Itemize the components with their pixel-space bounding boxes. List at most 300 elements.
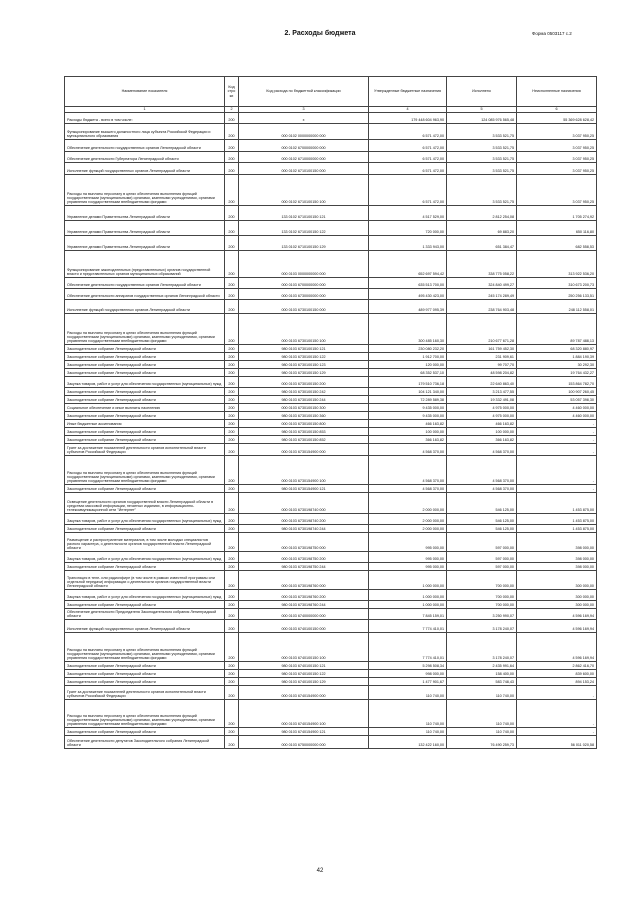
table-row [65,589,597,600]
column-number: 3 [239,107,369,113]
row-unexecuted: 650 116,80 [517,220,597,235]
row-code: 200 [225,277,239,288]
table-row [65,162,597,174]
row-name: Грант за достижение показателей деятельности органов исполнительной власти субъектов Российской Федерации [65,443,225,455]
row-approved: 7 774 410,01 [369,632,447,661]
row-executed: 48 598 204,82 [447,368,517,376]
row-unexecuted: 3 037 950,25 [517,174,597,205]
row-approved: 6 571 472,00 [369,162,447,174]
column-number: 6 [517,107,597,113]
table-row [65,513,597,524]
row-kbk: 980 0103 6740100150 129 [239,677,369,685]
row-executed: 245 174 289,49 [447,288,517,299]
row-code: 200 [225,685,239,699]
row-unexecuted: - [517,685,597,699]
row-approved: 4 517 529,00 [369,205,447,220]
row-name: Управление делами Правительства Ленинградской области [65,205,225,220]
row-name: Обеспечение деятельности государственных органов Ленинградской области [65,139,225,151]
row-approved: 7 845 159,01 [369,608,447,619]
row-executed: 3 213 477,55 [447,387,517,395]
column-number: 1 [65,107,225,113]
row-unexecuted: 313 922 536,20 [517,250,597,277]
row-unexecuted: 300 000,00 [517,589,597,600]
row-approved: 300 485 160,30 [369,313,447,344]
row-approved: 2 000 000,00 [369,492,447,513]
row-code: 200 [225,513,239,524]
row-unexecuted: 1 453 875,00 [517,513,597,524]
row-code: 200 [225,411,239,419]
table-row [65,435,597,443]
row-name: Иные бюджетные ассигнования [65,419,225,427]
header-approved: Утвержденные бюджетные назначения [369,77,447,107]
table-row [65,235,597,250]
table-row [65,600,597,608]
row-approved: 9 435 000,00 [369,403,447,411]
table-row [65,492,597,513]
row-kbk: 980 0103 6730100150 121 [239,344,369,352]
page-number: 42 [316,868,324,874]
row-unexecuted: 1 705 274,92 [517,205,597,220]
table-row [65,619,597,632]
row-approved: 1 912 700,00 [369,352,447,360]
row-code: 200 [225,619,239,632]
row-code: 200 [225,600,239,608]
row-code: 200 [225,661,239,669]
table-row [65,427,597,435]
row-kbk: 980 0103 6740100150 122 [239,669,369,677]
row-executed: 4 975 000,00 [447,411,517,419]
column-number: 4 [369,107,447,113]
row-approved: 132 422 160,00 [369,735,447,748]
row-name: Расходы на выплаты персоналу в целях обеспечения выполнения функций государственными (муниципальными) органами, казенными учреждениями, органами управления государственными внебюджетными фондами [65,174,225,205]
row-executed: 2 812 254,08 [447,205,517,220]
row-kbk: 000 0102 6710100150 100 [239,174,369,205]
row-code: 200 [225,427,239,435]
table-row [65,570,597,589]
row-name: Обеспечение деятельности государственных органов Ленинградской области [65,277,225,288]
row-unexecuted: 53 057 398,30 [517,395,597,403]
row-executed: 3 250 990,07 [447,608,517,619]
row-name: Расходы бюджета - всего в том числе: [65,112,225,123]
row-executed: 231 909,61 [447,352,517,360]
row-code: 200 [225,589,239,600]
row-kbk: 980 0103 6730198750 244 [239,562,369,570]
row-executed: 161 759 452,30 [447,344,517,352]
row-name: Функционирование высшего должностного лица субъекта Российской Федерации и муниципального образования [65,123,225,139]
header-code: Код строки [225,77,239,107]
row-unexecuted: 1 453 875,00 [517,524,597,532]
row-executed: 700 000,00 [447,600,517,608]
row-unexecuted: 248 112 558,01 [517,299,597,313]
row-kbk: 133 0102 6710100150 122 [239,220,369,235]
table-row [65,220,597,235]
row-name: Законодательное собрание Ленинградской области [65,677,225,685]
row-executed: 4 568 370,00 [447,443,517,455]
row-executed: 100 000,00 [447,427,517,435]
row-unexecuted: 153 864 782,70 [517,376,597,387]
row-executed: 3 533 521,75 [447,174,517,205]
row-approved: 995 000,00 [369,532,447,551]
row-kbk: 000 0102 6710000000 000 [239,151,369,162]
row-executed: 3 533 521,75 [447,123,517,139]
row-name: Законодательное собрание Ленинградской области [65,562,225,570]
row-executed: 546 125,00 [447,492,517,513]
row-kbk: 000 0103 6730198740 200 [239,513,369,524]
row-kbk: 000 0102 6700000000 000 [239,139,369,151]
table-row [65,288,597,299]
row-code: 200 [225,562,239,570]
row-kbk: 000 0103 6730100150 000 [239,299,369,313]
row-unexecuted: - [517,419,597,427]
row-unexecuted: 4 460 000,00 [517,403,597,411]
table-row [65,360,597,368]
row-name: Законодательное собрание Ленинградской области [65,360,225,368]
row-name: Управление делами Правительства Ленинградской области [65,235,225,250]
table-row [65,532,597,551]
row-name: Законодательное собрание Ленинградской области [65,524,225,532]
row-code: 200 [225,360,239,368]
page-title: 2. Расходы бюджета [284,30,356,37]
row-kbk: 000 0102 0000000000 000 [239,123,369,139]
table-row [65,123,597,139]
row-code: 200 [225,492,239,513]
table-row [65,608,597,619]
row-unexecuted: 4 596 169,94 [517,632,597,661]
table-row [65,699,597,727]
header-kbk: Код расхода по бюджетной классификации [239,77,369,107]
row-kbk: 000 0103 6740100150 000 [239,619,369,632]
row-name: Законодательное собрание Ленинградской области [65,435,225,443]
table-row [65,151,597,162]
row-kbk: 980 0103 6730154900 121 [239,484,369,492]
header-unexecuted: Неисполненные назначения [517,77,597,107]
row-kbk: 000 0103 6700000000 000 [239,277,369,288]
form-code: Форма 0503117 с.2 [532,31,572,36]
row-executed: 651 384,47 [447,235,517,250]
row-kbk: 000 0103 6730154900 000 [239,443,369,455]
row-name: Закупка товаров, работ и услуг для обеспечения государственных (муниципальных) нужд [65,551,225,562]
row-kbk: 000 0102 6710100150 000 [239,162,369,174]
row-code: 200 [225,162,239,174]
row-name: Исполнение функций государственных органов Ленинградской области [65,299,225,313]
row-code: 200 [225,532,239,551]
row-approved: 72 289 589,38 [369,395,447,403]
row-name: Расходы на выплаты персоналу в целях обеспечения выполнения функций государственными (муниципальными) органами, казенными учреждениями, органами управления государственными внебюджетными фондами [65,455,225,484]
row-name: Законодательное собрание Ленинградской области [65,727,225,735]
row-kbk: 000 0103 6730198740 000 [239,492,369,513]
row-unexecuted: 2 862 416,70 [517,661,597,669]
row-executed: 110 740,00 [447,685,517,699]
row-approved: 1 333 943,00 [369,235,447,250]
row-approved: 5 298 508,34 [369,661,447,669]
row-name: Законодательное собрание Ленинградской области [65,661,225,669]
row-code: 200 [225,435,239,443]
table-row [65,443,597,455]
row-approved: 1 000 000,00 [369,589,447,600]
row-code: 200 [225,484,239,492]
row-code: 200 [225,455,239,484]
table-row [65,352,597,360]
row-code: 200 [225,151,239,162]
row-approved: 2 000 000,00 [369,524,447,532]
row-code: 200 [225,699,239,727]
row-executed: 324 840 499,27 [447,277,517,288]
row-name: Размещение и распространение материалов, в том числе молодых специалистов разного характера, о деятельности органов государственной власти Ленинградской области [65,532,225,551]
row-unexecuted: 4 460 000,00 [517,411,597,419]
table-row [65,727,597,735]
row-unexecuted: 4 596 169,94 [517,619,597,632]
row-approved: 4 568 370,00 [369,484,447,492]
row-code: 200 [225,313,239,344]
row-name: Закупка товаров, работ и услуг для обеспечения государственных (муниципальных) нужд [65,589,225,600]
row-code: 200 [225,220,239,235]
row-name: Закупка товаров, работ и услуг для обеспечения государственных (муниципальных) нужд [65,513,225,524]
table-row [65,112,597,123]
row-kbk: 000 0103 6730198750 000 [239,532,369,551]
row-name: Законодательное собрание Ленинградской области [65,411,225,419]
table-row [65,551,597,562]
row-unexecuted: 250 256 133,51 [517,288,597,299]
row-name: Законодательное собрание Ленинградской области [65,395,225,403]
row-executed: 597 000,00 [447,562,517,570]
table-row [65,403,597,411]
table-row [65,174,597,205]
row-unexecuted: 19 764 432,27 [517,368,597,376]
row-kbk: 000 0103 6740000000 000 [239,608,369,619]
row-unexecuted: 56 011 020,58 [517,735,597,748]
table-row [65,669,597,677]
row-unexecuted: 3 037 950,25 [517,162,597,174]
row-name: Законодательное собрание Ленинградской области [65,600,225,608]
row-executed: 546 125,00 [447,524,517,532]
row-name: Законодательное собрание Ленинградской области [65,352,225,360]
row-executed: 110 740,00 [447,727,517,735]
row-executed: 22 640 863,40 [447,376,517,387]
row-approved: 995 000,00 [369,551,447,562]
row-unexecuted: 3 037 950,25 [517,151,597,162]
row-executed: 99 707,70 [447,360,517,368]
row-unexecuted: 4 596 169,94 [517,608,597,619]
row-kbk: 000 0103 6730198760 200 [239,589,369,600]
table-row [65,387,597,395]
row-executed: 4 975 000,00 [447,403,517,411]
row-executed: 4 568 370,00 [447,455,517,484]
row-kbk: 980 0103 6730100150 853 [239,427,369,435]
table-row [65,368,597,376]
row-code: 200 [225,250,239,277]
column-number: 5 [447,107,517,113]
row-approved: 998 000,00 [369,669,447,677]
row-approved: 110 740,00 [369,685,447,699]
row-executed: 366 163,82 [447,435,517,443]
row-approved: 1 477 901,67 [369,677,447,685]
row-name: Функционирование законодательных (представительных) органов государственной власти и представительных органов муниципальных образований [65,250,225,277]
row-approved: 179 510 736,18 [369,376,447,387]
table-row [65,139,597,151]
table-row [65,661,597,669]
row-approved: 104 121 340,00 [369,387,447,395]
row-name: Законодательное собрание Ленинградской области [65,427,225,435]
row-approved: 110 740,00 [369,699,447,727]
row-approved: 9 435 000,00 [369,411,447,419]
row-code: 200 [225,669,239,677]
row-unexecuted: 68 320 880,97 [517,344,597,352]
row-approved: 110 740,00 [369,727,447,735]
table-body [65,112,597,748]
row-unexecuted: 300 000,00 [517,570,597,589]
row-approved: 635 513 700,00 [369,277,447,288]
row-approved: 4 568 370,00 [369,443,447,455]
row-unexecuted: 894 153,24 [517,677,597,685]
header-name: Наименование показателя [65,77,225,107]
row-name: Законодательное собрание Ленинградской области [65,669,225,677]
row-code: 200 [225,632,239,661]
table-row [65,484,597,492]
row-code: 200 [225,123,239,139]
row-kbk: 000 0103 6740100150 100 [239,632,369,661]
row-kbk: 980 0103 6730100150 242 [239,387,369,395]
row-kbk: 980 0103 6740100150 121 [239,661,369,669]
row-unexecuted: 3 037 950,25 [517,123,597,139]
table-row [65,277,597,288]
row-kbk: х [239,112,369,123]
row-kbk: 980 0103 6730100150 122 [239,352,369,360]
row-code: 200 [225,352,239,360]
table-row [65,395,597,403]
row-kbk: 000 0103 6730100150 200 [239,376,369,387]
header-executed: Исполнено [447,77,517,107]
row-kbk: 980 0103 6730100150 360 [239,411,369,419]
row-name: Закупка товаров, работ и услуг для обеспечения государственных (муниципальных) нужд [65,376,225,387]
row-kbk: 000 0103 6730198750 200 [239,551,369,562]
row-approved: 6 571 472,00 [369,139,447,151]
row-code: 200 [225,677,239,685]
row-name: Обеспечение деятельности депутатов Законодательного собрания Ленинградской области [65,735,225,748]
row-name: Грант за достижение показателей деятельности органов исполнительной власти субъектов Российской Федерации [65,685,225,699]
row-kbk: 000 0103 6750000000 000 [239,735,369,748]
row-unexecuted: - [517,699,597,727]
row-code: 200 [225,608,239,619]
row-kbk: 000 0103 6740154900 000 [239,685,369,699]
row-executed: 3 533 521,75 [447,151,517,162]
row-unexecuted: - [517,455,597,484]
row-name: Законодательное собрание Ленинградской области [65,368,225,376]
row-code: 200 [225,727,239,735]
row-executed: 124 085 976 565,48 [447,112,517,123]
row-executed: 466 163,82 [447,419,517,427]
row-approved: 652 697 594,42 [369,250,447,277]
table-row [65,524,597,532]
table-row [65,562,597,570]
row-unexecuted: 1 884 190,39 [517,352,597,360]
column-number: 2 [225,107,239,113]
table-header-row [65,77,597,107]
row-executed: 338 775 058,22 [447,250,517,277]
row-name: Расходы на выплаты персоналу в целях обеспечения выполнения функций государственными (муниципальными) органами, казенными учреждениями, органами управления государственными внебюджетными фондами [65,632,225,661]
row-approved: 6 571 472,00 [369,151,447,162]
row-kbk: 000 0103 6730100150 300 [239,403,369,411]
row-unexecuted: 682 558,53 [517,235,597,250]
row-kbk: 133 0102 6710100150 121 [239,205,369,220]
row-approved: 120 000,00 [369,360,447,368]
row-kbk: 980 0103 6730100150 129 [239,368,369,376]
row-approved: 68 352 537,10 [369,368,447,376]
row-code: 200 [225,387,239,395]
row-executed: 3 533 521,75 [447,139,517,151]
table-row [65,313,597,344]
row-executed: 3 178 240,07 [447,619,517,632]
table-row [65,735,597,748]
row-kbk: 000 0103 6740154900 100 [239,699,369,727]
table-row [65,250,597,277]
row-name: Законодательное собрание Ленинградской области [65,387,225,395]
row-name: Обеспечение деятельности Председателя Законодательного собрания Ленинградской области [65,608,225,619]
row-name: Трансляция в теле- или радиоэфире (в том числе в рамках известной программы или отдельной передачи) информации о деятельности органов государственной власти Ленинградской области [65,570,225,589]
row-executed: 210 677 671,28 [447,313,517,344]
row-unexecuted: - [517,484,597,492]
row-unexecuted: 89 787 488,13 [517,313,597,344]
row-code: 200 [225,299,239,313]
row-kbk: 000 0103 6730100150 800 [239,419,369,427]
row-code: 200 [225,368,239,376]
row-unexecuted: - [517,727,597,735]
row-approved: 366 163,82 [369,435,447,443]
row-name: Обеспечение деятельности Губернатора Ленинградской области [65,151,225,162]
row-kbk: 000 0103 0000000000 000 [239,250,369,277]
row-executed: 597 000,00 [447,551,517,562]
row-unexecuted: 1 453 875,00 [517,492,597,513]
row-code: 200 [225,376,239,387]
table-row [65,376,597,387]
expenses-table [64,76,597,749]
row-unexecuted: 100 907 260,45 [517,387,597,395]
row-executed: 76 490 259,73 [447,735,517,748]
table-row [65,299,597,313]
row-name: Законодательное собрание Ленинградской области [65,344,225,352]
row-code: 200 [225,419,239,427]
row-approved: 466 163,82 [369,419,447,427]
row-code: 200 [225,112,239,123]
row-kbk: 000 0103 6730154900 100 [239,455,369,484]
row-kbk: 980 0103 6730100150 852 [239,435,369,443]
row-name: Исполнение функций государственных органов Ленинградской области [65,619,225,632]
row-code: 200 [225,174,239,205]
row-kbk: 000 0103 6730000000 000 [239,288,369,299]
row-executed: 583 748,43 [447,677,517,685]
row-kbk: 980 0103 6740154900 121 [239,727,369,735]
row-code: 200 [225,205,239,220]
row-kbk: 980 0103 6730100150 123 [239,360,369,368]
row-unexecuted: - [517,435,597,443]
table-row [65,419,597,427]
row-executed: 3 178 240,07 [447,632,517,661]
table-row [65,205,597,220]
row-unexecuted: 300 000,00 [517,600,597,608]
row-unexecuted: - [517,427,597,435]
table-row [65,632,597,661]
row-approved: 7 774 410,01 [369,619,447,632]
row-executed: 4 568 370,00 [447,484,517,492]
row-approved: 179 448 604 963,90 [369,112,447,123]
row-code: 200 [225,288,239,299]
row-name: Расходы на выплаты персоналу в целях обеспечения выполнения функций государственными (муниципальными) органами, казенными учреждениями, органами управления государственными внебюджетными фондами [65,313,225,344]
row-unexecuted: - [517,443,597,455]
row-code: 200 [225,551,239,562]
row-name: Расходы на выплаты персоналу в целях обеспечения выполнения функций государственными (муниципальными) органами, казенными учреждениями, органами управления государственными внебюджетными фондами [65,699,225,727]
row-code: 200 [225,443,239,455]
row-approved: 489 977 095,39 [369,299,447,313]
row-kbk: 980 0103 6730198740 244 [239,524,369,532]
